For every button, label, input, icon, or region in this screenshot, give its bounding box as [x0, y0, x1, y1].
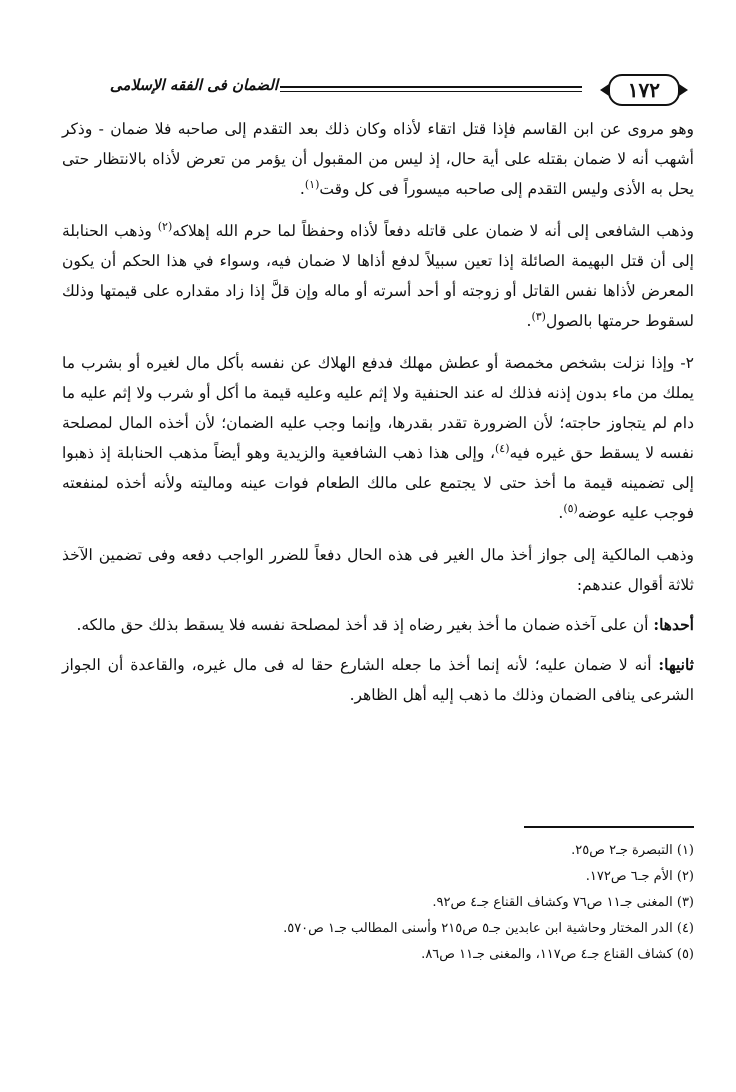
footnote-ref: (٥)	[563, 501, 578, 515]
footnote-4: (٤) الدر المختار وحاشية ابن عابدين جـ٥ ص٢١٥ وأسنى المطالب جـ١ ص٥٧٠.	[283, 921, 694, 936]
footnote-1: (١) التبصرة جـ٢ ص٢٥.	[571, 843, 694, 858]
body-text	[62, 114, 694, 720]
footnote-ref: (٢)	[157, 219, 173, 233]
paragraph-text: ، وإلى هذا ذهب الشافعية والزيدية وهو أيضاً مذهب الحنابلة إذ ذهبوا إلى تضمينه قيمة ما أخذ حتى لا يجتمع على مالك الطعام فوات عينه وماليته ولأنه أخذه لمنفعته فوجب عليه عوضه	[62, 444, 694, 522]
paragraph-2	[62, 216, 694, 336]
footnote-ref: (٤)	[494, 441, 510, 455]
page-header	[60, 72, 690, 108]
paragraph-4	[62, 540, 694, 600]
page-number: ١٧٢	[608, 74, 680, 106]
footnote-ref: (٣)	[531, 309, 546, 323]
period: .	[526, 312, 532, 330]
header-rule	[280, 86, 582, 92]
footnote-separator	[524, 826, 694, 828]
paragraph-text: ٢- وإذا نزلت بشخص مخمصة أو عطش مهلك فدفع الهلاك عن نفسه بأكل مال لغيره أو بشرب ما يملك من ماء بدون إذنه فذلك له عند الحنفية ولا إثم عليه وعليه قيمة ما أكل أو شرب ولا إثم عليه ما دام لم يتجاوز حاجته؛ لأن الضرورة تقدر بقدرها، وإنما وجب عليه الضمان؛ لأن أخذه المال لمصلحة نفسه لا يسقط حق غيره فيه	[62, 354, 694, 462]
paragraph-text: وذهب المالكية إلى جواز أخذ مال الغير فى هذه الحال دفعاً للضرر الواجب دفعه وفى تضمين الآخذ ثلاثة أقوال عندهم:	[62, 546, 694, 594]
paragraph-6	[62, 650, 694, 710]
footnote-5: (٥) كشاف القناع جـ٤ ص١١٧، والمغنى جـ١١ ص٨٦.	[421, 947, 694, 962]
paragraph-text: وذهب الحنابلة إلى أن قتل البهيمة الصائلة إذا تعين سبيلاً لدفع أذاها لا ضمان فيه، وسواء في هذا الحكم أن يكون المعرض لأذاها نفس القاتل أو زوجته أو أحد أسرته أو ماله وإن قلَّ إذا زاد مقداره على قيمتها وذلك لسقوط حرمتها بالصول	[62, 222, 694, 330]
paragraph-text: وذهب الشافعى إلى أنه لا ضمان على قاتله دفعاً لأذاه وحفظاً لما حرم الله إهلاكه	[172, 222, 694, 240]
footnote-ref: (١)	[304, 177, 320, 191]
lead-label: أحدها:	[653, 615, 694, 634]
footnote-3: (٣) المغنى جـ١١ ص٧٦ وكشاف القناع جـ٤ ص٩٢.	[432, 895, 694, 910]
paragraph-text: وهو مروى عن ابن القاسم فإذا قتل اتقاء لأذاه وكان ذلك بعد التقدم إلى صاحبه فلا ضمان - وذكر أشهب أنه لا ضمان بقتله على أية حال، إذ ليس من المقبول أن يؤمر من تعرض لأذاه بالانتظار حتى يحل به الأذى وليس التقدم إلى صاحبه ميسوراً فى كل وقت	[62, 120, 694, 198]
paragraph-text: أنه لا ضمان عليه؛ لأنه إنما أخذ ما جعله الشارع حقا له فى مال غيره، والقاعدة أن الجواز الشرعى ينافى الضمان وذلك ما ذهب إليه أهل الظاهر.	[62, 656, 694, 704]
paragraph-5	[62, 610, 694, 640]
paragraph-3	[62, 348, 694, 528]
paragraph-1	[62, 114, 694, 204]
paragraph-text: أن على آخذه ضمان ما أخذ بغير رضاه إذ قد أخذ لمصلحة نفسه فلا يسقط بذلك حق مالكه.	[76, 616, 649, 634]
footnote-2: (٢) الأم جـ٦ ص١٧٢.	[585, 869, 694, 884]
running-title: الضمان فى الفقه الإسلامى	[109, 76, 278, 94]
period: .	[299, 180, 305, 198]
lead-label: ثانيها:	[658, 655, 694, 674]
period: .	[558, 504, 564, 522]
footnotes	[62, 838, 694, 968]
